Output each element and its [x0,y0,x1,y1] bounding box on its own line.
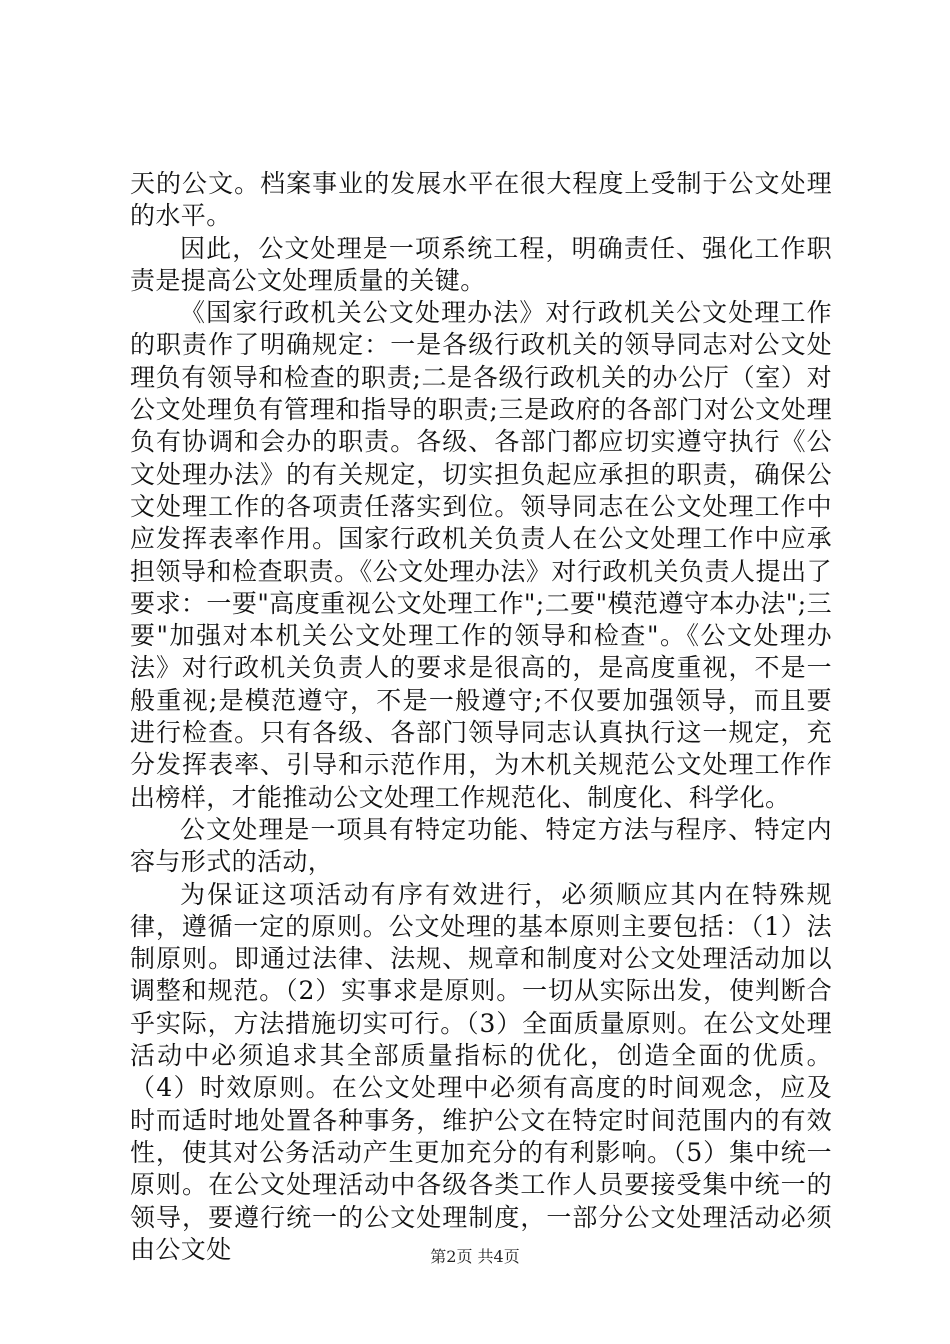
document-body [130,168,832,1266]
paragraph-basic-principles: 为保证这项活动有序有效进行，必须顺应其内在特殊规律，遵循一定的原则。公文处理的基本原则主要包括：（1）法制原则。即通过法律、法规、规章和制度对公文处理活动加以调整和规范。（2）实事求是原则。一切从实际出发，使判断合乎实际，方法措施切实可行。（3）全面质量原则。在公文处理活动中必须追求其全部质量指标的优化，创造全面的优质。（4）时效原则。在公文处理中必须有高度的时间观念，应及时而适时地处置各种事务，维护公文在特定时间范围内的有效性，使其对公务活动产生更加充分的有利影响。（5）集中统一原则。在公文处理活动中各级各类工作人员要接受集中统一的领导，要遵行统一的公文处理制度，一部分公文处理活动必须由公文处 [130,879,832,1264]
paragraph-activity-definition: 公文处理是一项具有特定功能、特定方法与程序、特定内容与形式的活动， [130,814,832,877]
paragraph-continuation: 天的公文。档案事业的发展水平在很大程度上受制于公文处理的水平。 [130,169,832,231]
paragraph-system-engineering: 因此，公文处理是一项系统工程，明确责任、强化工作职责是提高公文处理质量的关键。 [130,233,832,295]
paragraph-responsibilities: 《国家行政机关公文处理办法》对行政机关公文处理工作的职责作了明确规定：一是各级行政机关的领导同志对公文处理负有领导和检查的职责;二是各级行政机关的办公厅（室）对公文处理负有管理和指导的职责;三是政府的各部门对公文处理负有协调和会办的职责。各级、各部门都应切实遵守执行《公文处理办法》的有关规定，切实担负起应承担的职责，确保公文处理工作的各项责任落实到位。领导同志在公文处理工作中应发挥表率作用。国家行政机关负责人在公文处理工作中应承担领导和检查职责。《公文处理办法》对行政机关负责人提出了要求：一要"高度重视公文处理工作";二要"模范遵守本办法";三要"加强对本机关公文处理工作的领导和检查"。《公文处理办法》对行政机关负责人的要求是很高的，是高度重视，不是一般重视;是模范遵守，不是一般遵守;不仅要加强领导，而且要进行检查。只有各级、各部门领导同志认真执行这一规定，充分发挥表率、引导和示范作用，为木机关规范公文处理工作作出榜样，才能推动公文处理工作规范化、制度化、科学化。 [130,298,832,812]
page-number-footer: 第2页 共4页 [430,1247,520,1266]
